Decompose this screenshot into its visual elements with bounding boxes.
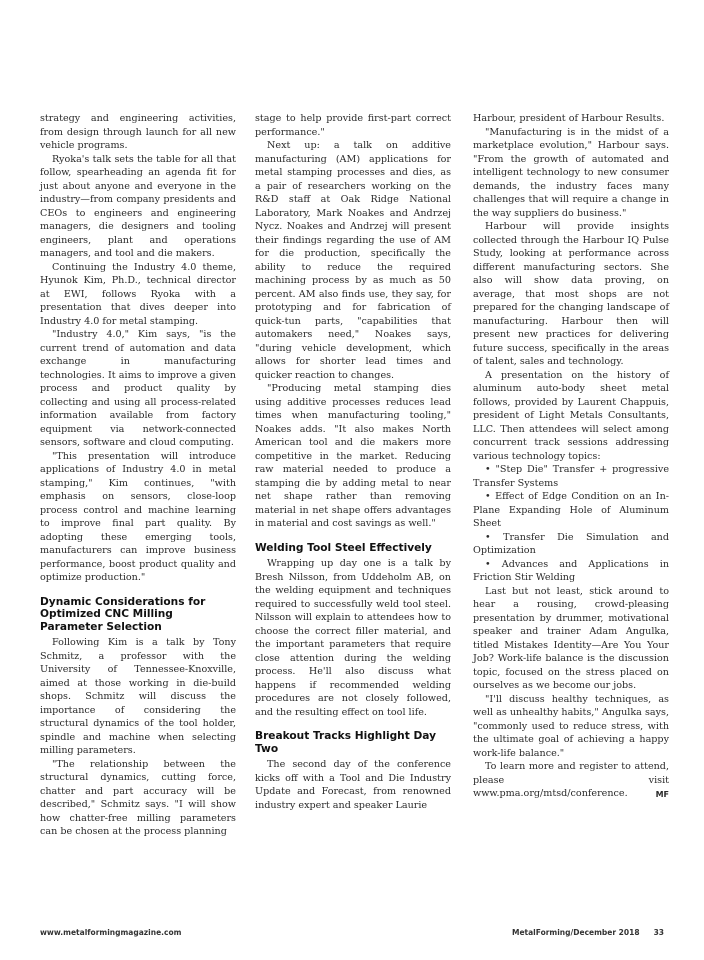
- section-heading: Dynamic Considerations for Optimized CNC Milling Parameter Selection: [40, 595, 206, 633]
- paragraph-text: To learn more and register to attend, please visit www.pma.org/mtsd/conference.: [473, 761, 669, 799]
- paragraph: "The relationship between the structural dynamics, cutting force, chatter and part accuracy will be described," Schmitz says. "I will show how chatter-free milling parameters can be chosen at the process planning: [40, 758, 236, 838]
- paragraph: Continuing the Industry 4.0 theme, Hyunok Kim, Ph.D., technical director at EWI, follows Ryoka with a presentation that dives deeper into Industry 4.0 for metal stamping.: [40, 261, 236, 327]
- paragraph: Wrapping up day one is a talk by Bresh Nilsson, from Uddeholm AB, on the welding equipment and techniques required to successfully weld tool steel. Nilsson will explain to attendees how to choose the correct filler material, and the important parameters that require close attention during the welding process. He'll also discuss what happens if recommended welding procedures are not closely followed, and the resulting effect on tool life.: [255, 558, 451, 718]
- paragraph: Following Kim is a talk by Tony Schmitz, a professor with the University of Tennessee-Knoxville, aimed at those working in die-build shops. Schmitz will discuss the importance of considering the structural dynamics of the tool holder, spindle and machine when selecting milling parameters.: [40, 637, 236, 757]
- list-item: • Effect of Edge Condition on an In-Plane Expanding Hole of Aluminum Sheet: [473, 491, 669, 529]
- paragraph: Next up: a talk on additive manufacturing (AM) applications for metal stamping processes and dies, as a pair of researchers working on the R&D staff at Oak Ridge National Laboratory, Mark Noakes and Andrzej Nycz. Noakes and Andrzej will present their findings regarding the use of AM for die production, specifically the ability to reduce the required machining process by as much as 50 percent. AM also finds use, they say, for prototyping and for fabrication of quick-tun parts, "capabilities that automakers need," Noakes says, "during vehicle development, which allows for shorter lead times and quicker reaction to changes.: [255, 140, 451, 381]
- list-item: • Transfer Die Simulation and Optimization: [473, 531, 669, 556]
- article-column-1: [40, 112, 236, 839]
- paragraph: Last but not least, stick around to hear a rousing, crowd-pleasing presentation by drummer, motivational speaker and trainer Adam Angulka, titled Mistakes Identity—Are You Your Job? Work-life balance is the discussion topic, focused on the stress placed on ourselves as we become our jobs.: [473, 585, 669, 691]
- paragraph: "This presentation will introduce applications of Industry 4.0 in metal stamping," Kim continues, "with emphasis on sensors, close-loop process control and machine learning to improve final part quality. By adopting these emerging tools, manufacturers can improve business performance, boost product quality and optimize production.": [40, 450, 236, 583]
- paragraph: Harbour, president of Harbour Results.: [473, 113, 665, 124]
- paragraph: Harbour will provide insights collected through the Harbour IQ Pulse Study, looking at performance across different manufacturing sectors. She also will show data proving, on average, that most shops are not prepared for the changing landscape of manufacturing. Harbour then will present new practices for delivering future success, specifically in the areas of talent, sales and technology.: [473, 221, 669, 367]
- article-column-2: [255, 112, 451, 812]
- section-heading: Breakout Tracks Highlight Day Two: [255, 730, 437, 755]
- footer-issue: [512, 928, 664, 937]
- paragraph: "Manufacturing is in the midst of a marketplace evolution," Harbour says. "From the growth of automated and intelligent technology to new consumer demands, the industry faces many challenges that will require a change in the way suppliers do business.": [473, 126, 669, 219]
- footer-url: www.metalformingmagazine.com: [40, 928, 182, 937]
- paragraph: Ryoka's talk sets the table for all that follow, spearheading an agenda fit for just about anyone and everyone in the industry—from company presidents and CEOs to engineers and engineering managers, die designers and tooling engineers, plant and operations managers, and tool and die makers.: [40, 153, 236, 259]
- paragraph: "I'll discuss healthy techniques, as well as unhealthy habits," Angulka says, "commonly used to reduce stress, with the ultimate goal of achieving a happy work-life balance.": [473, 693, 669, 759]
- paragraph: "Producing metal stamping dies using additive processes reduces lead times when manufacturing tooling," Noakes adds. "It also makes North American tool and die makers more competitive in the market. Reducing raw material needed to produce a stamping die by adding metal to near net shape rather than removing material in net shape offers advantages in material and cost savings as well.": [255, 383, 451, 529]
- article-column-3: [473, 112, 669, 802]
- issue-label: MetalForming/December 2018: [511, 928, 640, 937]
- paragraph: stage to help provide first-part correct performance.": [255, 113, 451, 138]
- paragraph: The second day of the conference kicks off with a Tool and Die Industry Update and Forecast, from renowned industry expert and speaker Laurie: [255, 759, 451, 811]
- section-heading: Welding Tool Steel Effectively: [255, 541, 432, 554]
- list-item: • Advances and Applications in Friction Stir Welding: [473, 558, 669, 583]
- paragraph: strategy and engineering activities, from design through launch for all new vehicle programs.: [40, 113, 236, 151]
- paragraph: A presentation on the history of aluminum auto-body sheet metal follows, provided by Laurent Chappuis, president of Light Metals Consultants, LLC. Then attendees will select among concurrent track sessions addressing various technology topics:: [473, 369, 669, 462]
- paragraph: [473, 760, 669, 801]
- page-number: 33: [653, 928, 664, 937]
- end-mark: MF: [655, 790, 669, 799]
- paragraph: "Industry 4.0," Kim says, "is the current trend of automation and data exchange in manufacturing technologies. It aims to improve a given process and product quality by collecting and using all process-related information available from factory equipment via network-connected sensors, software and cloud computing.: [40, 329, 236, 448]
- list-item: • "Step Die" Transfer + progressive Transfer Systems: [473, 464, 669, 489]
